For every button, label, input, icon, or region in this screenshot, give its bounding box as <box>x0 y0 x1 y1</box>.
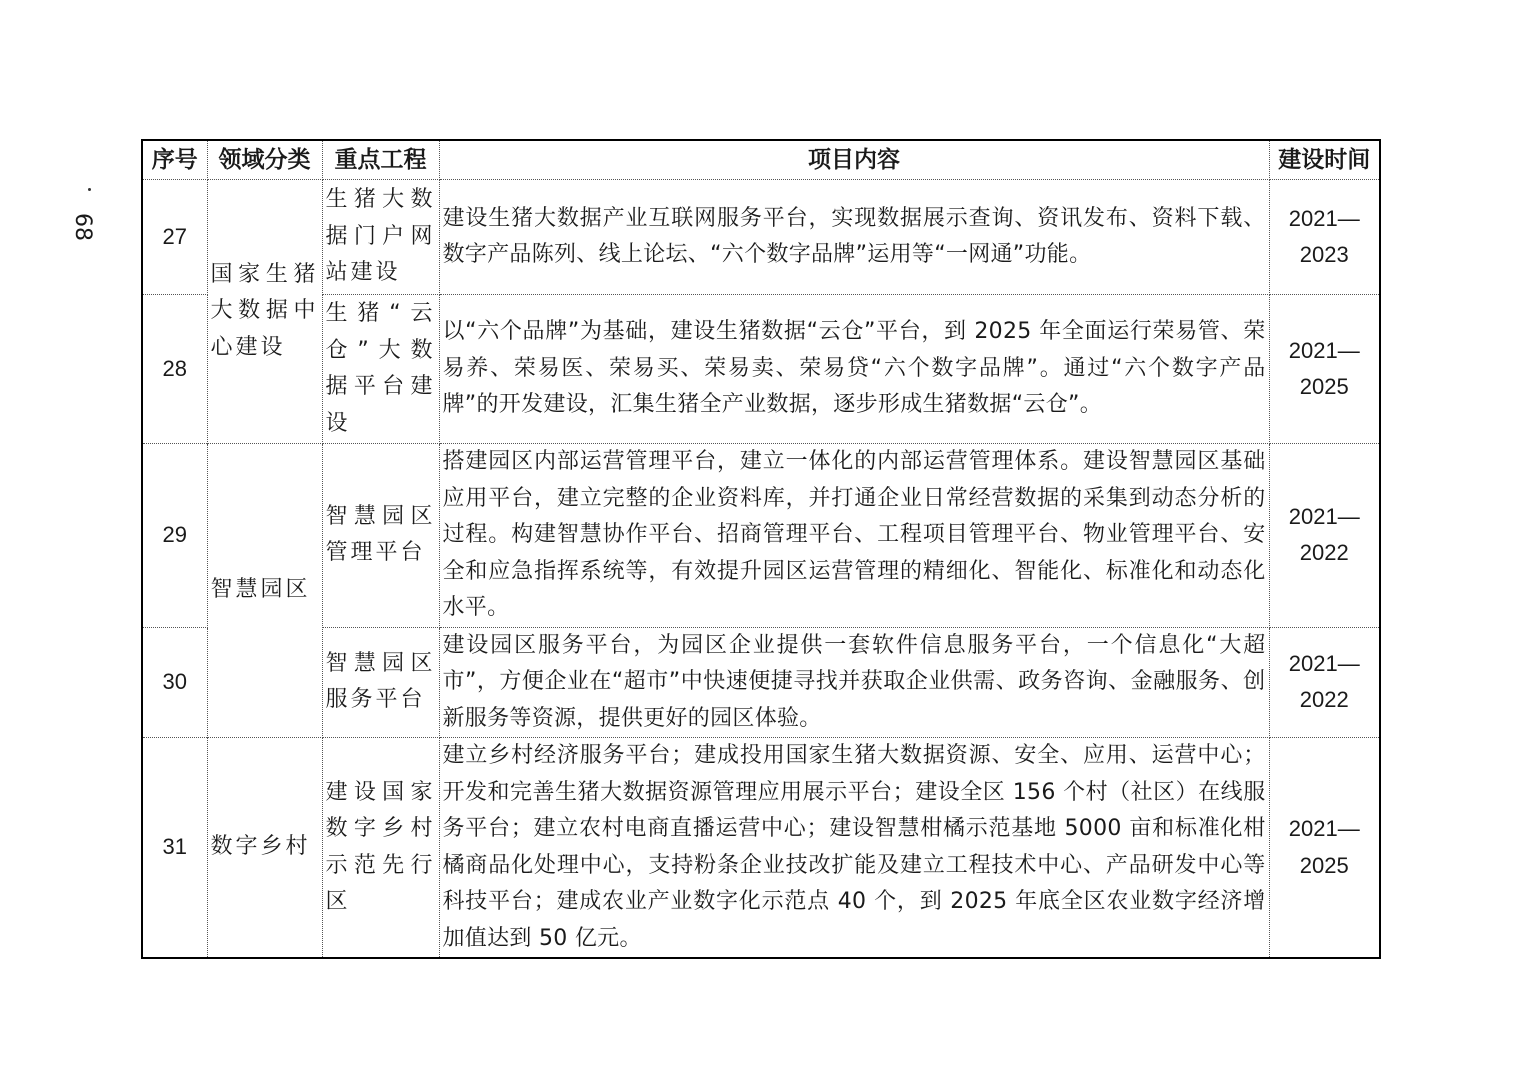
table-row <box>142 738 1380 959</box>
time-start: 2021— <box>1288 816 1360 841</box>
row-field: 智慧园区 <box>207 444 322 738</box>
page-mark-dot <box>88 188 91 191</box>
row-field: 数字乡村 <box>207 738 322 959</box>
row-time <box>1269 444 1380 628</box>
time-end: 2025 <box>1299 374 1349 399</box>
row-seq: 28 <box>142 295 207 444</box>
header-seq: 序号 <box>142 140 207 180</box>
row-field: 国家生猪大数据中心建设 <box>207 180 322 444</box>
row-project: 生猪“云仓”大数据平台建设 <box>322 295 439 444</box>
header-time: 建设时间 <box>1269 140 1380 180</box>
row-time <box>1269 738 1380 959</box>
row-seq: 30 <box>142 627 207 738</box>
row-content: 搭建园区内部运营管理平台，建立一体化的内部运营管理体系。建设智慧园区基础应用平台，建立完整的企业资料库，并打通企业日常经营数据的采集到动态分析的过程。构建智慧协作平台、招商管理平台、工程项目管理平台、物业管理平台、安全和应急指挥系统等，有效提升园区运营管理的精细化、智能化、标准化和动态化水平。 <box>439 444 1269 628</box>
row-project: 智慧园区管理平台 <box>322 444 439 628</box>
row-content: 建设园区服务平台，为园区企业提供一套软件信息服务平台，一个信息化“大超市”，方便企业在“超市”中快速便捷寻找并获取企业供需、政务咨询、金融服务、创新服务等资源，提供更好的园区体验。 <box>439 627 1269 738</box>
time-end: 2022 <box>1299 687 1349 713</box>
row-time <box>1269 627 1380 738</box>
header-project: 重点工程 <box>322 140 439 180</box>
time-start: 2021— <box>1288 503 1360 529</box>
row-content: 建立乡村经济服务平台；建成投用国家生猪大数据资源、安全、应用、运营中心；开发和完善生猪大数据资源管理应用展示平台；建设全区 156 个村（社区）在线服务平台；建立农村电商直播运营中心；建设智慧柑橘示范基地 5000 亩和标准化柑橘商品化处理中心，支持粉条企业技改扩能及建立工程技术中心、产品研发中心等科技平台；建成农业产业数字化示范点 40 个，到 2025 年底全区农业数字经济增加值达到 50 亿元。 <box>439 738 1269 959</box>
row-seq: 27 <box>142 180 207 295</box>
table-row <box>142 180 1380 295</box>
header-content: 项目内容 <box>439 140 1269 180</box>
page-number: 68 <box>70 213 95 241</box>
time-end: 2025 <box>1299 852 1349 878</box>
time-end: 2023 <box>1299 242 1349 267</box>
row-project: 生猪大数据门户网站建设 <box>322 180 439 295</box>
row-time <box>1269 295 1380 444</box>
row-seq: 31 <box>142 738 207 959</box>
row-seq: 29 <box>142 444 207 628</box>
table-row <box>142 295 1380 444</box>
time-end: 2022 <box>1299 540 1349 566</box>
time-start: 2021— <box>1288 205 1360 231</box>
table-header-row <box>142 140 1380 180</box>
row-content: 以“六个品牌”为基础，建设生猪数据“云仓”平台，到 2025 年全面运行荣易管、荣易养、荣易医、荣易买、荣易卖、荣易贷“六个数字品牌”。通过“六个数字产品牌”的开发建设，汇集生猪全产业数据，逐步形成生猪数据“云仓”。 <box>439 295 1269 444</box>
project-table <box>141 139 1381 959</box>
row-content: 建设生猪大数据产业互联网服务平台，实现数据展示查询、资讯发布、资料下载、数字产品陈列、线上论坛、“六个数字品牌”运用等“一网通”功能。 <box>439 180 1269 295</box>
row-project: 智慧园区服务平台 <box>322 627 439 738</box>
time-start: 2021— <box>1288 650 1360 676</box>
time-start: 2021— <box>1288 337 1360 363</box>
header-field: 领域分类 <box>207 140 322 180</box>
row-project: 建设国家数字乡村示范先行区 <box>322 738 439 959</box>
row-time <box>1269 180 1380 295</box>
table-row <box>142 627 1380 738</box>
table-row <box>142 444 1380 628</box>
